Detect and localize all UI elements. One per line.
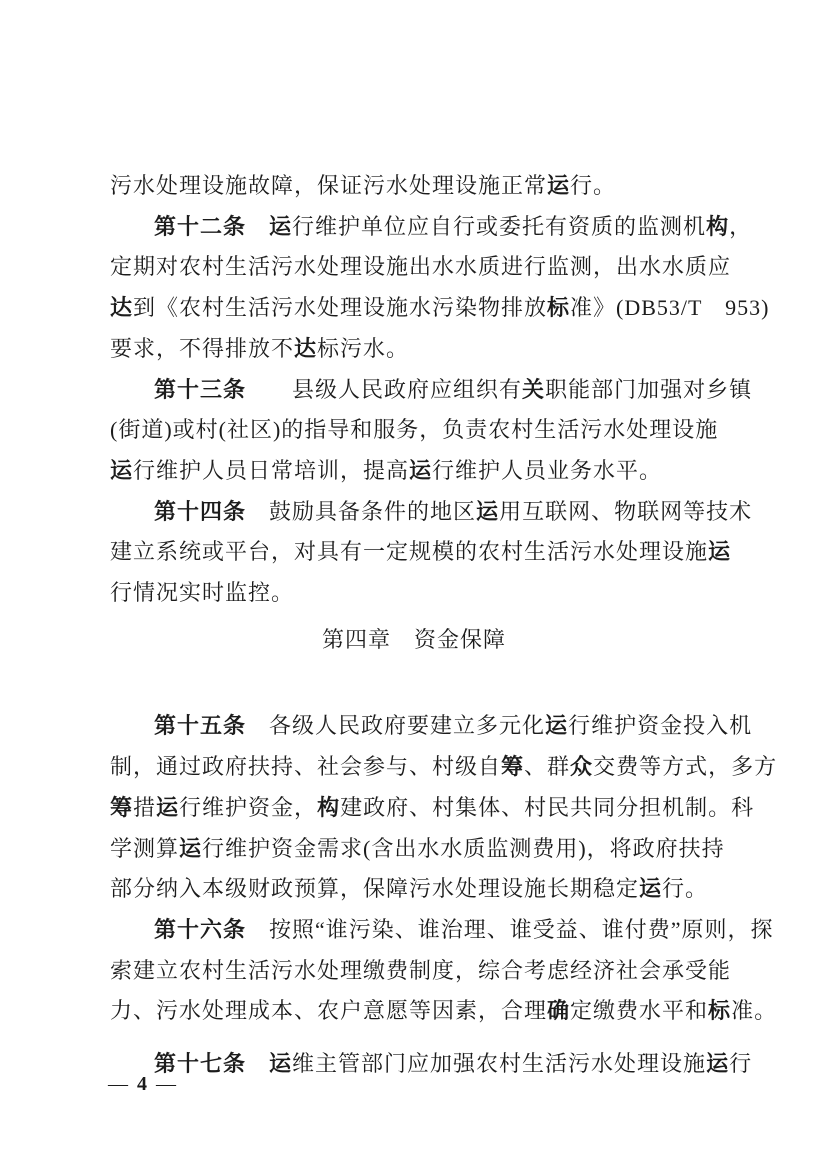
emphasized-text: 标 xyxy=(708,998,732,1024)
emphasized-text: 关 xyxy=(522,376,546,402)
text-segment: 要求，不得排放不 xyxy=(110,335,295,361)
emphasized-text: 第十二条 xyxy=(154,213,247,239)
text-segment xyxy=(246,499,269,524)
text-segment: 职能部门加强对乡镇 xyxy=(545,376,753,402)
text-segment: 力、污水处理成本、农户意愿等因素，合理 xyxy=(110,998,548,1024)
text-segment: 按照“谁污染、谁治理、谁受益、谁付费”原则，探 xyxy=(269,916,774,942)
text-line xyxy=(110,788,755,829)
text-line xyxy=(110,288,770,329)
emphasized-text: 运 xyxy=(156,794,180,820)
emphasized-text: 运 xyxy=(706,1051,730,1077)
text-segment: 各级人民政府要建立多元化 xyxy=(269,713,546,739)
emphasized-text: 确 xyxy=(547,998,571,1024)
emphasized-text: 运 xyxy=(409,457,433,483)
text-line xyxy=(110,951,732,992)
text-segment: 建立系统或平台，对具有一定规模的农村生活污水处理设施 xyxy=(110,539,709,565)
text-segment: 学测算 xyxy=(110,835,180,861)
text-segment: ， xyxy=(729,213,753,239)
emphasized-text: 标 xyxy=(547,295,571,321)
text-line xyxy=(110,532,732,573)
text-segment xyxy=(246,713,269,738)
text-segment: 交费等方式，多方 xyxy=(593,754,778,780)
text-segment: (街道)或村(社区)的指导和服务，负责农村生活污水处理设施 xyxy=(110,417,719,443)
text-line xyxy=(110,869,718,910)
text-segment: 鼓励具备条件的地区 xyxy=(269,498,477,524)
text-line xyxy=(110,329,718,370)
text-line xyxy=(110,451,718,492)
emphasized-text: 运 xyxy=(476,498,500,524)
text-segment: 定缴费水平和 xyxy=(570,998,709,1024)
text-segment: 建政府、村集体、村民共同分担机制。科 xyxy=(340,794,755,820)
text-segment: 准。 xyxy=(731,998,778,1024)
text-segment: 行。 xyxy=(570,173,617,198)
text-line xyxy=(110,573,718,614)
emphasized-text: 构 xyxy=(317,794,341,820)
emphasized-text: 第十七条 xyxy=(154,1051,247,1077)
emphasized-text: 运 xyxy=(708,539,732,565)
text-segment: 行维护单位应自行或委托有资质的监测机 xyxy=(292,213,707,239)
text-line xyxy=(110,1044,753,1085)
text-segment: 制，通过政府扶持、社会参与、村级自 xyxy=(110,754,502,780)
text-segment: 部分纳入本级财政预算，保障污水处理设施长期稳定 xyxy=(110,876,640,902)
text-segment: 标污水。 xyxy=(317,335,410,361)
text-line xyxy=(110,706,753,747)
text-segment: 行 xyxy=(729,1051,753,1077)
text-segment: — xyxy=(108,1073,137,1095)
text-line xyxy=(110,991,778,1032)
text-segment xyxy=(246,917,269,942)
emphasized-text: 筹 xyxy=(110,794,134,820)
text-segment xyxy=(246,1051,269,1076)
page-number xyxy=(108,1072,178,1096)
emphasized-text: 运 xyxy=(110,457,134,483)
text-segment: 行。 xyxy=(662,876,709,902)
text-segment xyxy=(246,214,269,239)
text-line xyxy=(110,166,718,207)
text-segment: 、群 xyxy=(524,754,571,780)
text-segment: 索建立农村生活污水处理缴费制度，综合考虑经济社会承受能 xyxy=(110,957,732,983)
emphasized-text: 运 xyxy=(179,835,203,861)
emphasized-text: 第十六条 xyxy=(154,916,247,942)
emphasized-text: 运 xyxy=(547,173,571,198)
text-line xyxy=(110,747,778,788)
text-line xyxy=(110,370,753,411)
text-line xyxy=(110,247,732,288)
text-segment: 用互联网、物联网等技术 xyxy=(499,498,753,524)
emphasized-text: 达 xyxy=(110,295,134,321)
emphasized-text: 运 xyxy=(545,713,569,739)
text-segment: 措 xyxy=(133,794,157,820)
emphasized-text: 运 xyxy=(269,213,293,239)
emphasized-text: 构 xyxy=(706,213,730,239)
emphasized-text: 运 xyxy=(639,876,663,902)
text-segment: 第四章 资金保障 xyxy=(321,626,506,652)
text-segment: 行维护人员业务水平。 xyxy=(432,457,663,483)
emphasized-text: 第十五条 xyxy=(154,713,247,739)
emphasized-text: 4 xyxy=(137,1073,149,1095)
text-line xyxy=(110,492,753,533)
text-segment: 行维护资金， xyxy=(179,794,318,820)
emphasized-text: 众 xyxy=(570,754,594,780)
emphasized-text: 第十四条 xyxy=(154,498,247,524)
emphasized-text: 第十三条 xyxy=(154,376,247,402)
text-segment: 行维护资金需求(含出水水质监测费用)，将政府扶持 xyxy=(202,835,725,861)
text-line xyxy=(110,910,774,951)
emphasized-text: 达 xyxy=(294,335,318,361)
text-segment: 行情况实时监控。 xyxy=(110,580,295,606)
chapter-heading xyxy=(110,620,718,661)
text-segment: 污水处理设施故障，保证污水处理设施正常 xyxy=(110,173,548,198)
text-line xyxy=(110,410,718,451)
text-block xyxy=(110,166,778,1085)
text-segment: 维主管部门应加强农村生活污水处理设施 xyxy=(292,1051,707,1077)
text-segment: 准》(DB53/T 953) xyxy=(570,295,770,321)
text-segment: 行维护人员日常培训，提高 xyxy=(133,457,410,483)
emphasized-text: 筹 xyxy=(501,754,525,780)
text-line xyxy=(110,207,753,248)
text-segment: 定期对农村生活污水处理设施出水水质进行监测，出水水质应 xyxy=(110,254,732,280)
text-line xyxy=(110,829,725,870)
text-segment: 行维护资金投入机 xyxy=(568,713,753,739)
emphasized-text: 运 xyxy=(269,1051,293,1077)
text-segment: 到《农村生活污水处理设施水污染物排放 xyxy=(133,295,548,321)
text-segment: — xyxy=(149,1073,178,1095)
text-segment: 县级人民政府应组织有 xyxy=(292,376,523,402)
text-segment xyxy=(246,377,292,402)
